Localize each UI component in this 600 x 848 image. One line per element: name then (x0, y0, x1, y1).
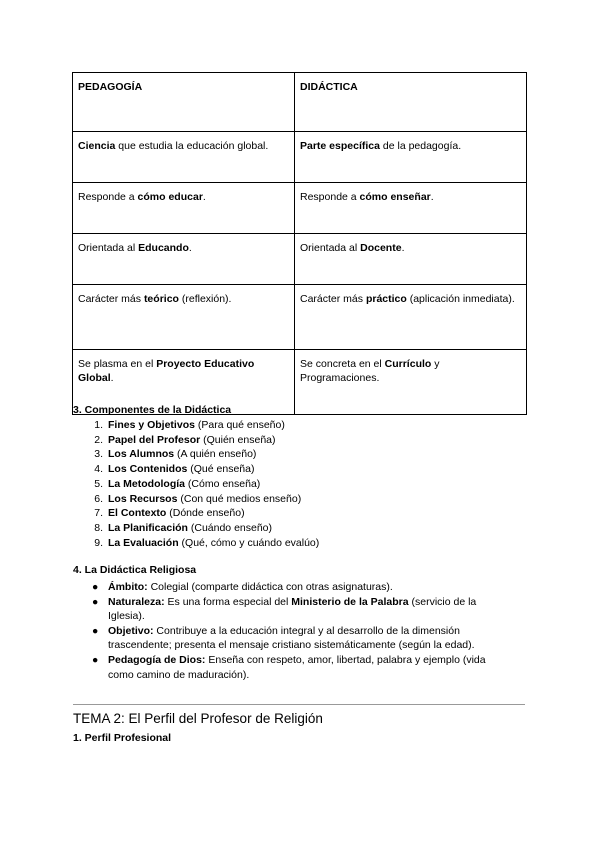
list-item-bold: La Planificación (108, 521, 188, 534)
cell-text: Responde a (300, 191, 360, 203)
list-item-bold: Papel del Profesor (108, 433, 201, 446)
cell-text: (aplicación inmediata). (406, 293, 515, 305)
components-list (73, 418, 513, 550)
cell-bold-text: Currículo (384, 358, 432, 370)
list-item-text: (Dónde enseño) (166, 507, 245, 520)
list-number: 1. (94, 419, 103, 431)
table-row (73, 285, 527, 350)
table-header-row (73, 73, 527, 132)
list-item (73, 492, 513, 507)
cell-text: . (401, 242, 405, 254)
bullet-icon: ● (92, 653, 99, 666)
bullet-icon: ● (92, 581, 99, 593)
cell-text: de la pedagogía. (379, 140, 462, 152)
cell-text: Orientada al (300, 242, 361, 254)
table-cell (295, 183, 527, 234)
tema-2-heading: TEMA 2: El Perfil del Profesor de Religión (73, 711, 323, 726)
list-item-text: (Para qué enseño) (194, 419, 285, 431)
section-heading-religious: 4. La Didáctica Religiosa (73, 564, 197, 576)
table-cell (295, 285, 527, 350)
list-number: 8. (94, 521, 103, 534)
header-pedagogia: PEDAGOGÍA (73, 73, 295, 132)
list-item (73, 477, 513, 492)
list-number: 5. (94, 477, 103, 490)
list-item (73, 433, 513, 448)
list-item-bold: Naturaleza: (108, 595, 165, 608)
religious-list (73, 580, 513, 682)
list-item-bold: Fines y Objetivos (108, 419, 195, 431)
list-number: 2. (94, 433, 103, 446)
table-row (73, 132, 527, 183)
cell-text: Se plasma en el (78, 358, 157, 370)
cell-text: . (202, 191, 206, 203)
header-didactica: DIDÁCTICA (295, 73, 527, 132)
list-item-bold: Los Recursos (108, 492, 178, 505)
list-number: 6. (94, 492, 103, 505)
list-item (73, 447, 513, 462)
cell-text: Orientada al (78, 242, 139, 254)
list-item-bold: La Metodología (108, 477, 185, 490)
table-cell (295, 132, 527, 183)
horizontal-divider (73, 704, 525, 705)
list-item-text: Colegial (comparte didáctica con otras asignaturas). (147, 581, 393, 593)
bullet-icon: ● (92, 595, 99, 608)
table-cell (73, 132, 295, 183)
bullet-icon: ● (92, 624, 99, 637)
list-item-text: (Cómo enseña) (185, 477, 261, 490)
table-row (73, 234, 527, 285)
cell-bold-text: Educando (138, 242, 189, 254)
list-item-text: Enseña con respeto, amor, libertad, palabra y ejemplo (vida como camino de maduración). (108, 653, 486, 681)
cell-text: Carácter más (78, 293, 144, 305)
table-cell (295, 234, 527, 285)
list-item-text: (Cuándo enseño) (187, 521, 273, 534)
table-cell (73, 285, 295, 350)
list-item-text: (Con qué medios enseño) (177, 492, 302, 505)
list-item (73, 624, 513, 653)
list-item-bold: Ámbito: (108, 581, 148, 593)
list-item-bold: El Contexto (108, 507, 167, 520)
list-item-text: Es una forma especial del (164, 595, 292, 608)
table-cell (73, 183, 295, 234)
list-item (73, 506, 513, 521)
cell-text: y Programaciones. (300, 358, 440, 384)
list-item-text: (A quién enseño) (174, 448, 257, 461)
table-cell (73, 234, 295, 285)
list-item-text: (Qué enseña) (187, 463, 255, 476)
list-item-bold: Objetivo: (108, 624, 154, 637)
list-item-bold: La Evaluación (108, 536, 179, 549)
cell-bold-text: práctico (365, 293, 407, 305)
cell-text: Se concreta en el (300, 358, 385, 370)
cell-bold-text: Parte específica (300, 140, 380, 152)
list-item-bold: Los Alumnos (108, 448, 175, 461)
cell-text: Carácter más (300, 293, 366, 305)
list-item-bold: Pedagogía de Dios: (108, 653, 206, 666)
cell-text: . (188, 242, 192, 254)
list-item-text: (Qué, cómo y cuándo evalúo) (178, 536, 320, 549)
list-item (73, 580, 513, 595)
list-item (73, 595, 513, 624)
list-item-text: (servicio de la Iglesia). (108, 595, 477, 623)
cell-bold-text: teórico (143, 293, 179, 305)
table-row (73, 183, 527, 234)
list-item (73, 462, 513, 477)
list-item (73, 653, 513, 682)
list-item-bold: Ministerio de la Palabra (291, 595, 409, 608)
list-number: 9. (94, 536, 103, 549)
list-item-text: Contribuye a la educación integral y al desarrollo de la dimensión trascendente; presenta el mensaje cristiano sistemáticamente (según la edad). (108, 624, 475, 652)
list-item (73, 521, 513, 536)
list-item-text: (Quién enseña) (200, 433, 276, 446)
cell-text: . (110, 372, 114, 384)
cell-bold-text: cómo enseñar (359, 191, 431, 203)
table-cell (295, 350, 527, 415)
cell-bold-text: Proyecto Educativo Global (78, 358, 255, 384)
perfil-profesional-heading: 1. Perfil Profesional (73, 732, 172, 744)
section-heading-components: 3. Componentes de la Didáctica (73, 404, 232, 416)
cell-bold-text: Docente (360, 242, 402, 254)
list-number: 7. (94, 507, 103, 520)
list-item (73, 418, 513, 433)
cell-bold-text: Ciencia (78, 140, 116, 152)
cell-text: (reflexión). (178, 293, 232, 305)
cell-text: que estudia la educación global. (115, 140, 269, 152)
list-number: 3. (94, 448, 103, 461)
cell-text: Responde a (78, 191, 138, 203)
cell-text: . (430, 191, 434, 203)
comparison-table (72, 72, 527, 415)
cell-bold-text: cómo educar (137, 191, 203, 203)
list-number: 4. (94, 463, 103, 476)
list-item-bold: Los Contenidos (108, 463, 188, 476)
list-item (73, 536, 513, 551)
